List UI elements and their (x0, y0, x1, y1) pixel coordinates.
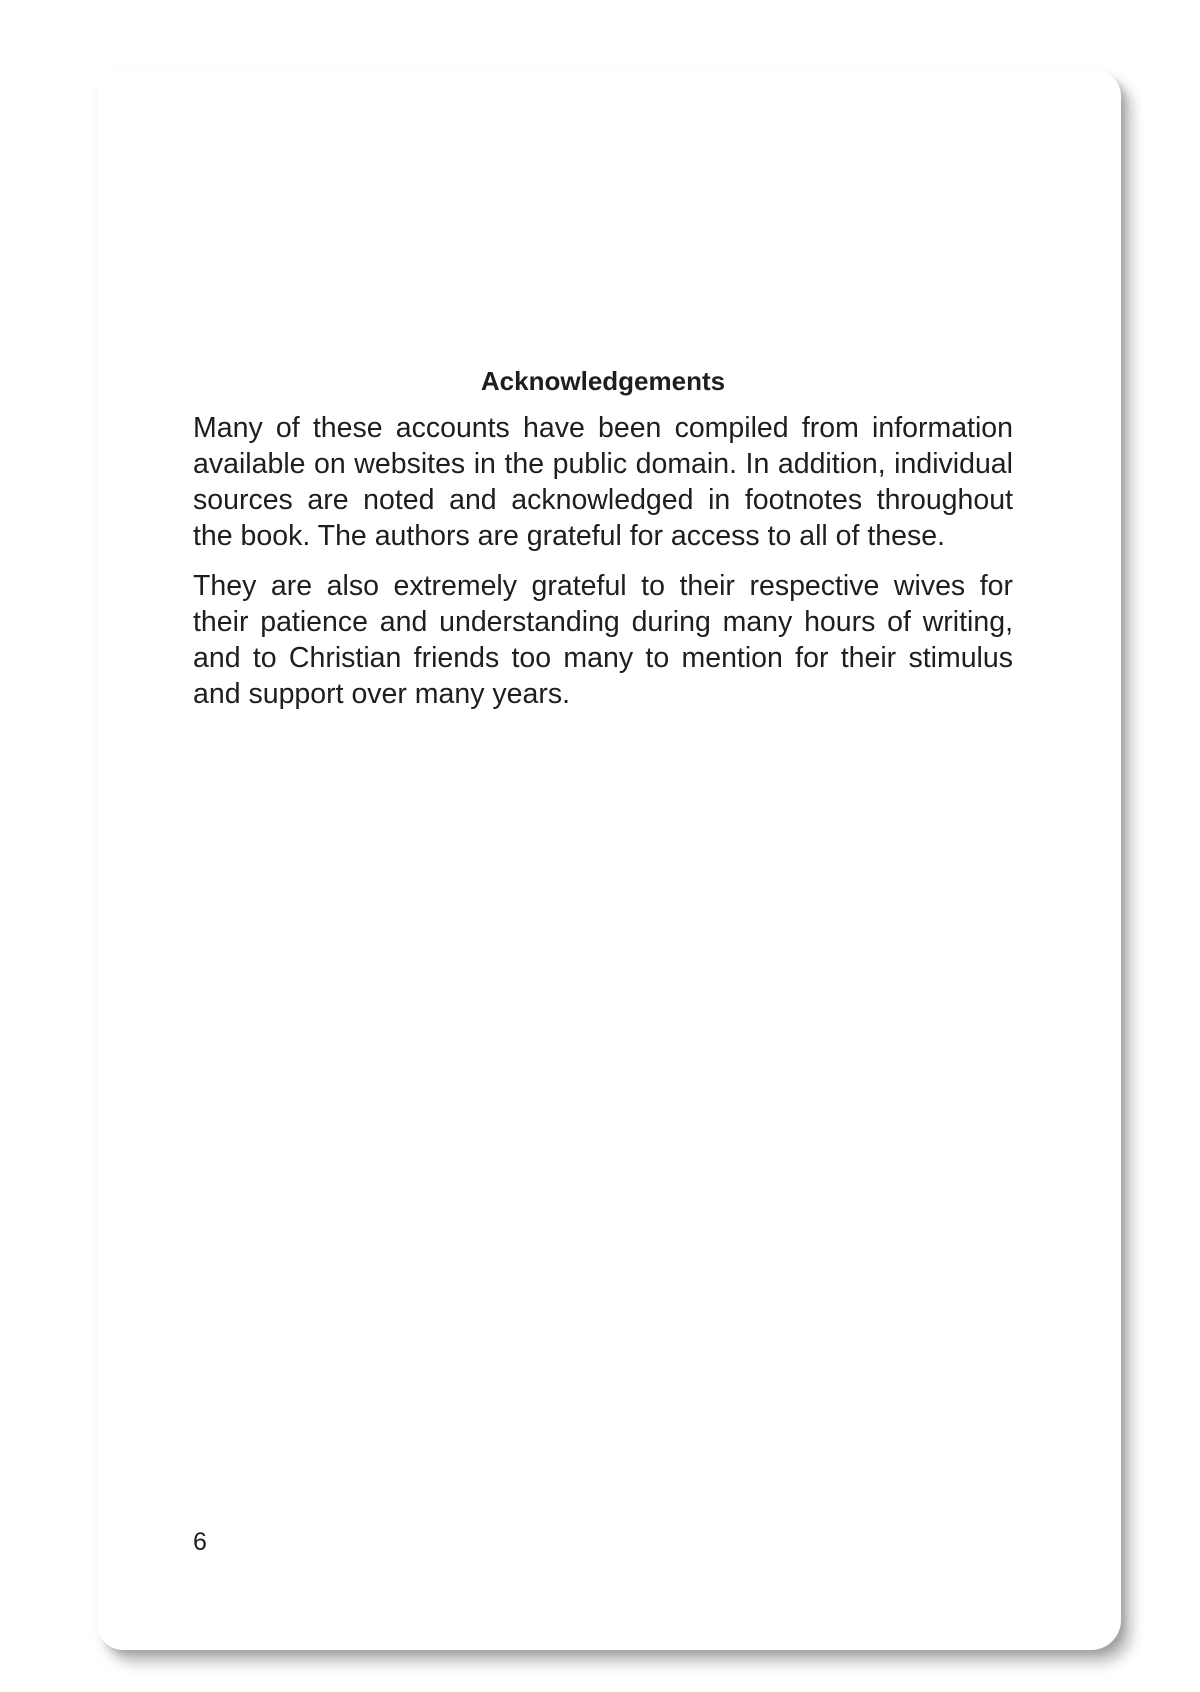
page-number: 6 (193, 1528, 207, 1556)
paragraph-sources: Many of these accounts have been compiled from information available on websites in the public domain. In addition, individual sources are noted and acknowledged in footnotes throughout the book. The authors are grateful for access to all of these. (193, 412, 1013, 552)
paragraph-gratitude: They are also extremely grateful to their respective wives for their patience and understanding during many hours of writing, and to Christian friends too many to mention for their stimulus and support over many years. (193, 570, 1013, 710)
book-page (97, 70, 1121, 1650)
section-heading: Acknowledgements (480, 366, 726, 396)
page-content (193, 365, 1013, 726)
